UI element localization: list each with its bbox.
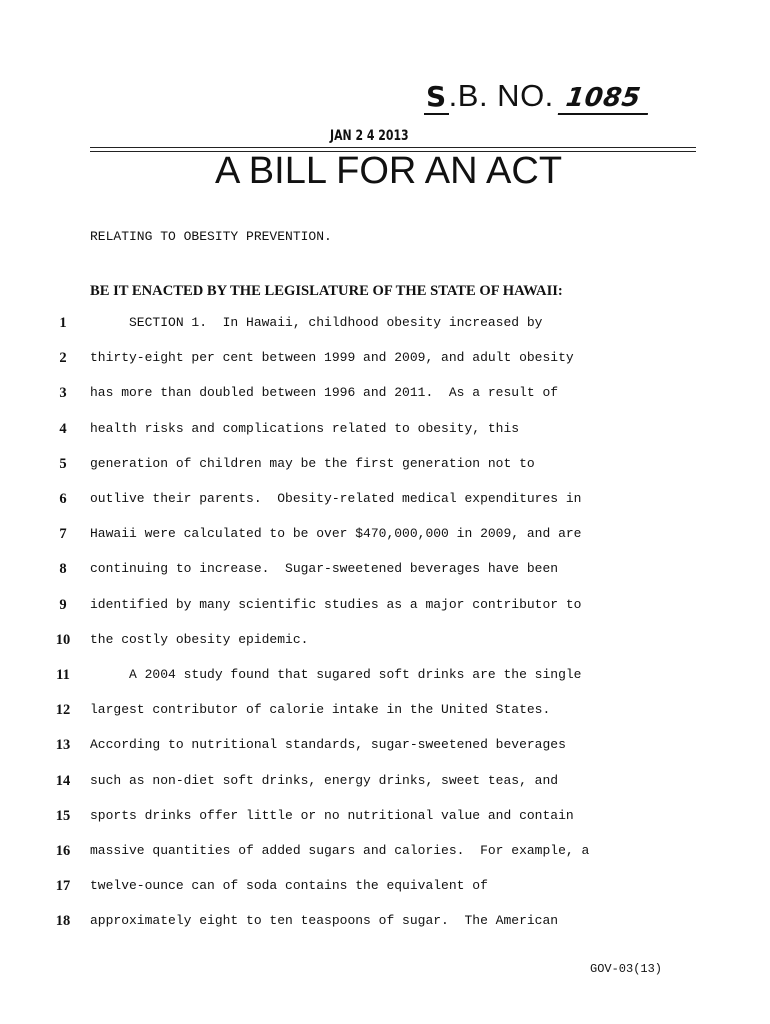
line-number: 4 bbox=[59, 420, 67, 437]
line-text: thirty-eight per cent between 1999 and 2009, and adult obesity bbox=[90, 350, 574, 366]
line-number: 18 bbox=[55, 913, 71, 930]
line-text: health risks and complications related to obesity, this bbox=[90, 420, 520, 436]
handwritten-bill-number: 1085 bbox=[558, 83, 653, 115]
enacting-clause: BE IT ENACTED BY THE LEGISLATURE OF THE STATE OF HAWAII: bbox=[90, 283, 563, 299]
line-number: 7 bbox=[59, 526, 67, 543]
line-text: outlive their parents. Obesity-related medical expenditures in bbox=[90, 491, 582, 506]
line-text: identified by many scientific studies as a major contributor to bbox=[90, 596, 582, 612]
line-number: 15 bbox=[55, 807, 71, 824]
bill-number bbox=[424, 78, 650, 115]
line-number: 14 bbox=[55, 772, 71, 789]
line-number: 11 bbox=[56, 667, 70, 683]
line-text: approximately eight to ten teaspoons of sugar. The American bbox=[90, 913, 559, 929]
line-number: 12 bbox=[55, 702, 71, 719]
line-text: such as non-diet soft drinks, energy drinks, sweet teas, and bbox=[90, 772, 559, 788]
header-rule-top bbox=[90, 147, 696, 148]
line-text: sports drinks offer little or no nutritional value and contain bbox=[90, 807, 574, 823]
line-text: has more than doubled between 1996 and 2011. As a result of bbox=[90, 385, 559, 401]
line-number: 2 bbox=[59, 350, 67, 367]
line-text: Hawaii were calculated to be over $470,000,000 in 2009, and are bbox=[90, 526, 582, 542]
handwritten-bill-prefix: S bbox=[426, 80, 447, 113]
line-number: 16 bbox=[55, 843, 71, 859]
line-text: twelve-ounce can of soda contains the equivalent of bbox=[90, 878, 488, 894]
relating-clause: RELATING TO OBESITY PREVENTION. bbox=[90, 229, 332, 244]
line-text: SECTION 1. In Hawaii, childhood obesity increased by bbox=[90, 315, 543, 330]
line-text: massive quantities of added sugars and calories. For example, a bbox=[90, 843, 590, 858]
line-number: 1 bbox=[59, 315, 67, 331]
line-text: the costly obesity epidemic. bbox=[90, 631, 309, 647]
line-number: 3 bbox=[59, 385, 67, 402]
line-text: A 2004 study found that sugared soft drinks are the single bbox=[90, 667, 582, 682]
bill-number-label: .B. NO. bbox=[448, 78, 554, 113]
line-number: 17 bbox=[55, 878, 71, 895]
form-code: GOV-03(13) bbox=[590, 962, 663, 976]
line-number: 6 bbox=[59, 491, 67, 507]
line-text: generation of children may be the first generation not to bbox=[90, 455, 535, 471]
line-text: According to nutritional standards, sugar-sweetened beverages bbox=[90, 737, 566, 753]
line-text: continuing to increase. Sugar-sweetened beverages have been bbox=[90, 561, 559, 577]
line-number: 9 bbox=[59, 596, 67, 613]
line-number: 8 bbox=[59, 561, 67, 578]
line-text: largest contributor of calorie intake in the United States. bbox=[90, 702, 551, 718]
line-number: 5 bbox=[59, 455, 67, 472]
line-number: 10 bbox=[55, 631, 71, 648]
date-stamp: JAN 2 4 2013 bbox=[330, 128, 409, 144]
line-number: 13 bbox=[55, 737, 71, 754]
page-title: A BILL FOR AN ACT bbox=[215, 150, 563, 192]
